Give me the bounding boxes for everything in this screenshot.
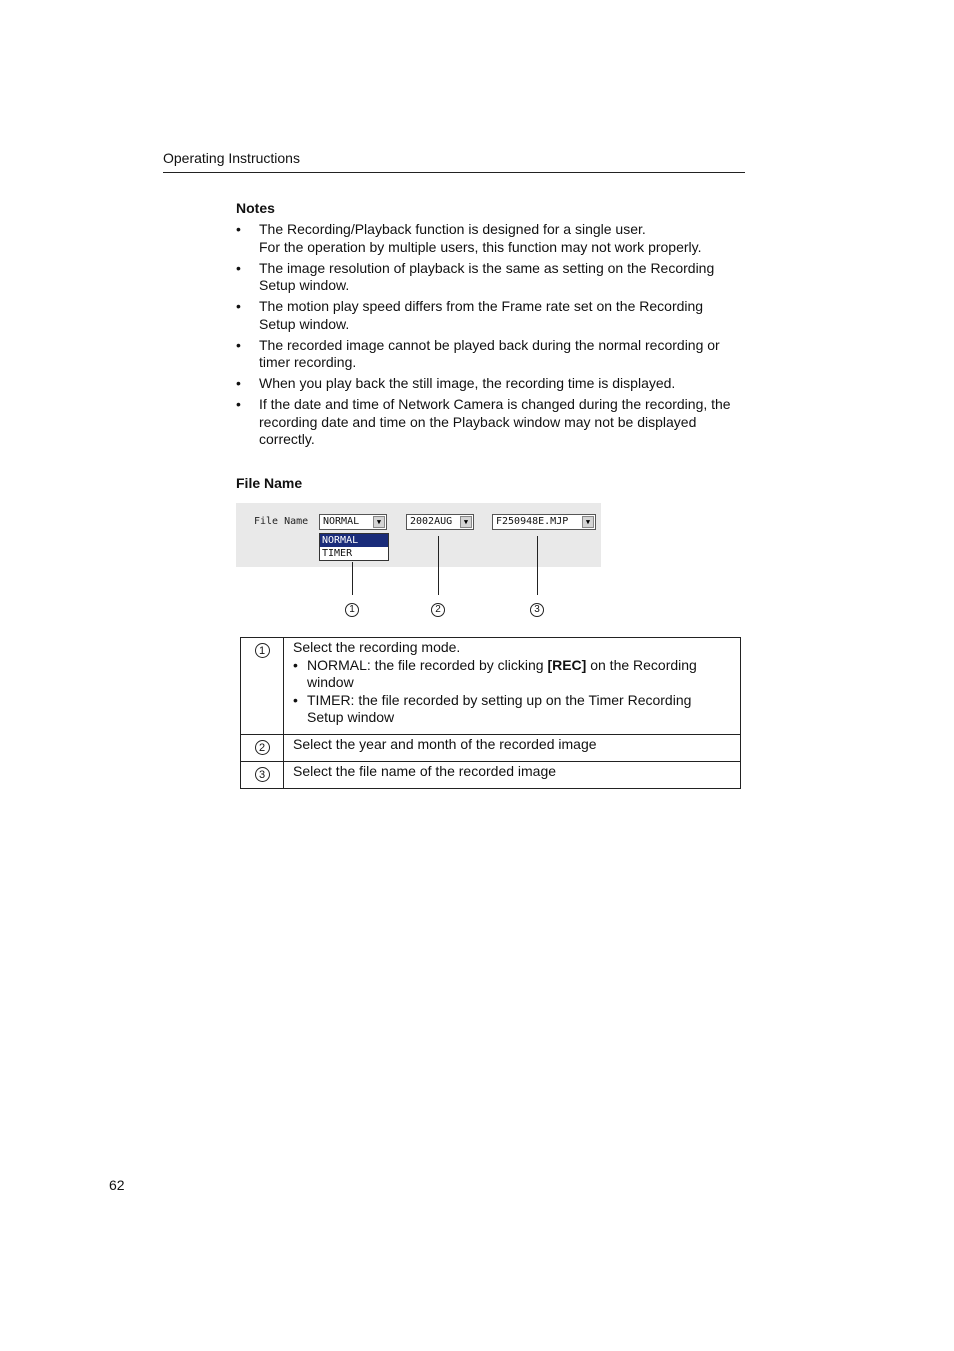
note-item	[236, 375, 746, 393]
recording-mode-dropdown[interactable]	[319, 533, 389, 561]
year-month-select[interactable]	[406, 514, 474, 530]
recording-mode-value: NORMAL	[323, 516, 360, 527]
bullet: •	[236, 375, 241, 392]
note-line: The recorded image cannot be played back during the normal recording or	[259, 336, 720, 353]
row-description-cell: Select the file name of the recorded image	[284, 762, 741, 789]
description-table	[240, 637, 741, 789]
note-line: Setup window.	[259, 315, 350, 332]
sub-item-text: NORMAL: the file recorded by clicking	[307, 656, 548, 673]
note-item	[236, 396, 746, 449]
note-line: recording date and time on the Playback window may not be displayed	[259, 413, 697, 430]
note-item	[236, 337, 746, 372]
note-line: The image resolution of playback is the same as setting on the Recording	[259, 259, 715, 276]
sub-item-text: window	[307, 674, 354, 691]
callout-line-3	[537, 536, 538, 595]
note-item	[236, 260, 746, 295]
bullet: •	[236, 221, 241, 237]
table-row	[241, 638, 741, 735]
rec-button-ref: [REC]	[547, 656, 587, 673]
note-line: For the operation by multiple users, this function may not work properly.	[259, 238, 702, 255]
callout-line-1	[352, 562, 353, 595]
bullet: •	[236, 336, 241, 353]
table-row	[241, 762, 741, 789]
row-number: 3	[255, 767, 270, 782]
notes-list	[236, 221, 746, 453]
row-number-cell	[241, 735, 284, 762]
row-number: 2	[255, 740, 270, 755]
chevron-down-icon[interactable]: ▼	[373, 516, 385, 528]
note-line: timer recording.	[259, 354, 357, 371]
recording-mode-select[interactable]	[319, 514, 387, 530]
bullet: •	[236, 259, 241, 276]
note-line: The motion play speed differs from the Frame rate set on the Recording	[259, 298, 704, 315]
callout-number-1: 1	[345, 603, 359, 617]
row-number-cell	[241, 762, 284, 789]
file-name-heading: File Name	[236, 475, 303, 491]
callout-number-3: 3	[530, 603, 544, 617]
row-number-cell	[241, 638, 284, 735]
page-number: 62	[109, 1177, 125, 1193]
year-month-value: 2002AUG	[410, 516, 453, 527]
callout-number-2: 2	[431, 603, 445, 617]
bullet: •	[293, 656, 298, 673]
note-item	[236, 221, 746, 256]
file-name-value: F250948E.MJP	[496, 516, 569, 527]
note-line: correctly.	[259, 431, 315, 448]
note-line: Setup window.	[259, 277, 350, 294]
table-row	[241, 735, 741, 762]
bullet: •	[236, 298, 241, 315]
sub-item	[293, 692, 732, 727]
notes-heading: Notes	[236, 200, 275, 216]
bullet: •	[293, 691, 298, 708]
sub-item-text: on the Recording	[586, 656, 697, 673]
row-description-cell	[284, 638, 741, 735]
header-rule	[163, 172, 745, 173]
sub-item-text: TIMER: the file recorded by setting up on the Timer Recording	[307, 691, 692, 708]
note-line: If the date and time of Network Camera is changed during the recording, the	[259, 396, 731, 413]
chevron-down-icon[interactable]: ▼	[582, 516, 594, 528]
file-name-label: File Name	[254, 516, 309, 527]
callout-line-2	[438, 536, 439, 595]
chevron-down-icon[interactable]: ▼	[460, 516, 472, 528]
sub-item-text: Setup window	[307, 709, 395, 726]
note-line: When you play back the still image, the recording time is displayed.	[259, 375, 676, 392]
file-name-ui-screenshot	[236, 503, 601, 567]
bullet: •	[236, 396, 241, 413]
file-name-select[interactable]	[492, 514, 596, 530]
row-number: 1	[255, 643, 270, 658]
note-item	[236, 298, 746, 333]
dropdown-option-normal[interactable]: NORMAL	[320, 534, 388, 547]
note-line: The Recording/Playback function is designed for a single user.	[259, 221, 646, 237]
sub-item	[293, 657, 732, 692]
row-text: Select the recording mode.	[293, 639, 461, 655]
dropdown-option-timer[interactable]: TIMER	[322, 548, 353, 559]
row-description-cell: Select the year and month of the recorded image	[284, 735, 741, 762]
running-header: Operating Instructions	[163, 150, 300, 166]
